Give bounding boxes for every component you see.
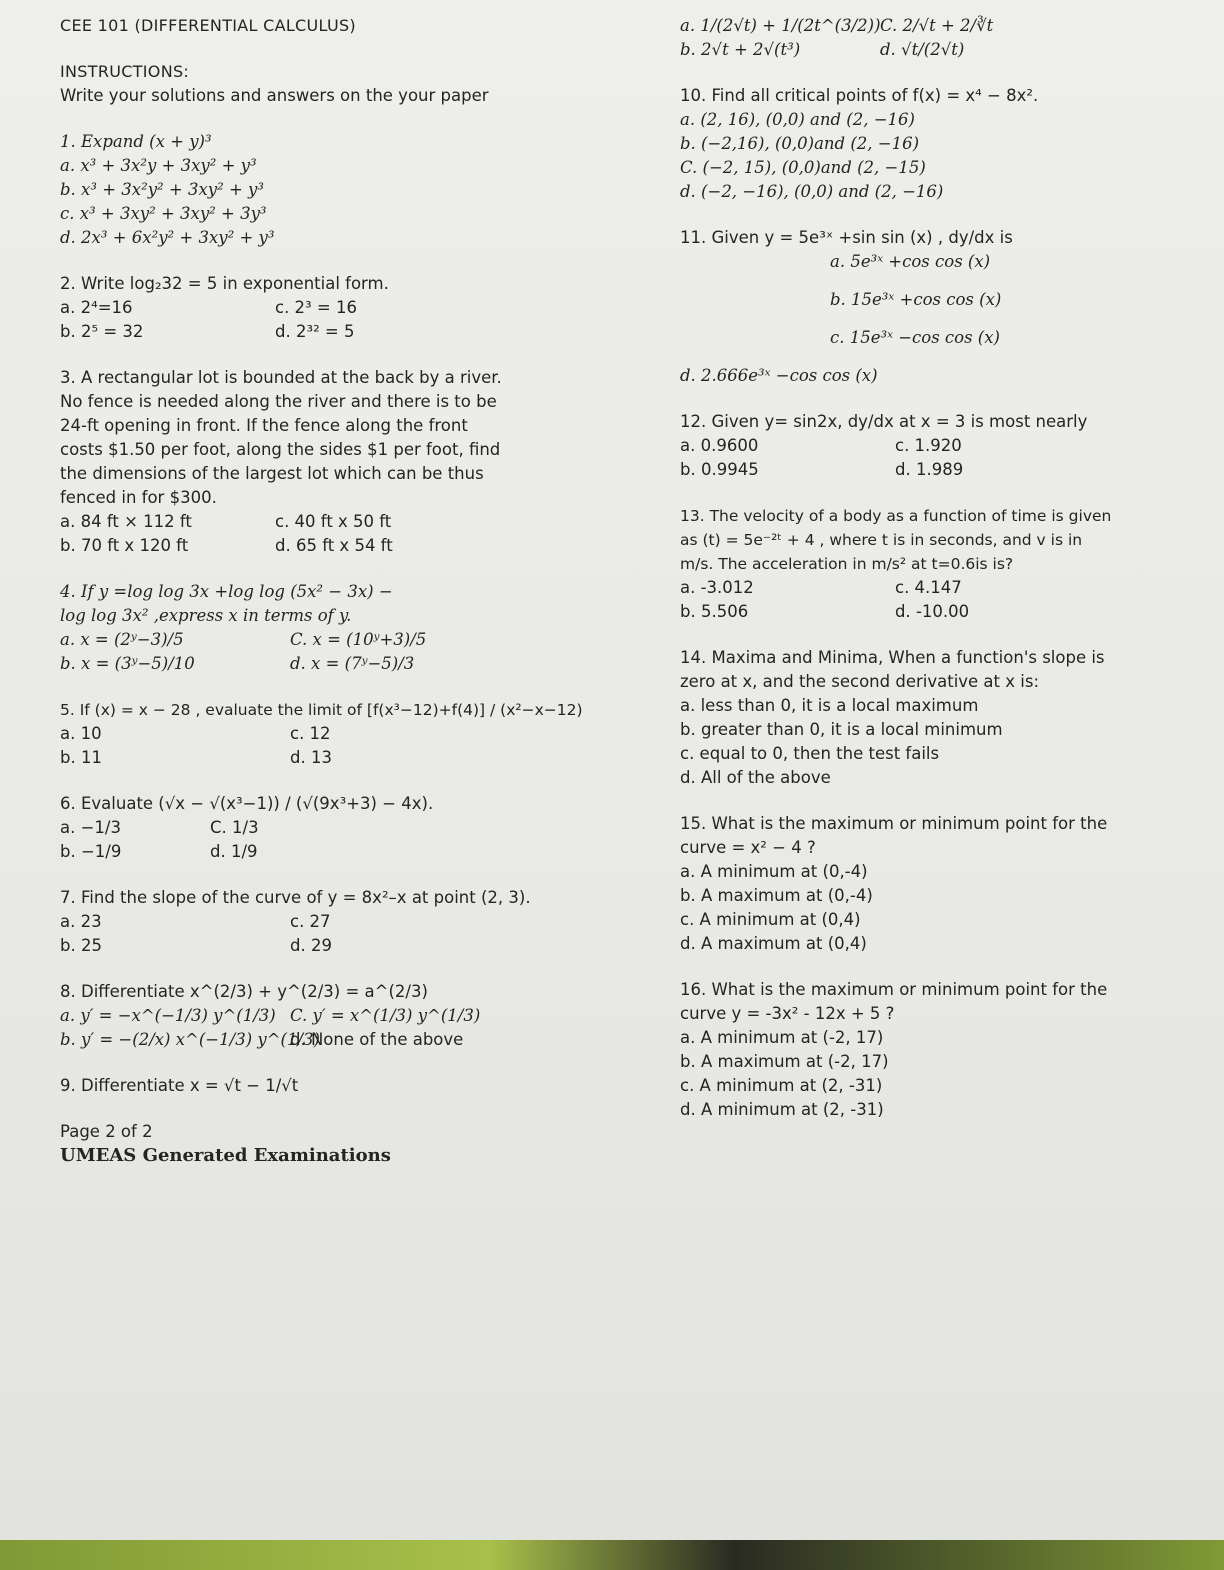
q12-option-b: b. 0.9945 bbox=[680, 460, 759, 479]
q3-option-b: b. 70 ft x 120 ft bbox=[60, 536, 189, 555]
q14-line-1: 14. Maxima and Minima, When a function's slope is bbox=[680, 648, 1105, 667]
q7-option-a: a. 23 bbox=[60, 912, 102, 931]
q9-option-c: C. 2/√t + 2/∛t bbox=[880, 16, 994, 35]
q4-line-2: log log 3x² ,express x in terms of y. bbox=[60, 606, 352, 625]
q1-option-b: b. x³ + 3x²y² + 3xy² + y³ bbox=[60, 180, 264, 199]
question-9-options bbox=[680, 14, 1200, 62]
q9-option-a: a. 1/(2√t) + 1/(2t^(3/2)) bbox=[680, 16, 881, 35]
question-6 bbox=[60, 792, 620, 864]
q2-option-d: d. 2³² = 5 bbox=[275, 322, 355, 341]
q15-line-1: 15. What is the maximum or minimum point for the bbox=[680, 814, 1108, 833]
q7-option-d: d. 29 bbox=[290, 936, 332, 955]
q12-option-d: d. 1.989 bbox=[895, 460, 964, 479]
q5-option-d: d. 13 bbox=[290, 748, 332, 767]
q3-line-2: No fence is needed along the river and there is to be bbox=[60, 392, 497, 411]
q9-option-b: b. 2√t + 2√(t³) bbox=[680, 40, 801, 59]
q4-option-a: a. x = (2ʸ−3)/5 bbox=[60, 630, 184, 649]
q10-option-b: b. (−2,16), (0,0)and (2, −16) bbox=[680, 134, 920, 153]
q3-line-3: 24-ft opening in front. If the fence along the front bbox=[60, 416, 468, 435]
q12-option-c: c. 1.920 bbox=[895, 436, 962, 455]
question-16 bbox=[680, 978, 1200, 1122]
course-title: CEE 101 (DIFFERENTIAL CALCULUS) bbox=[60, 16, 356, 35]
q16-line-1: 16. What is the maximum or minimum point for the bbox=[680, 980, 1108, 999]
q15-option-d: d. A maximum at (0,4) bbox=[680, 934, 867, 953]
q16-option-b: b. A maximum at (-2, 17) bbox=[680, 1052, 889, 1071]
question-11 bbox=[680, 226, 1200, 388]
question-8 bbox=[60, 980, 620, 1052]
q14-option-a: a. less than 0, it is a local maximum bbox=[680, 696, 979, 715]
q13-option-a: a. -3.012 bbox=[680, 578, 754, 597]
q4-line-1: 4. If y =log log 3x +log log (5x² − 3x) − bbox=[60, 582, 393, 601]
question-10 bbox=[680, 84, 1200, 204]
q10-option-a: a. (2, 16), (0,0) and (2, −16) bbox=[680, 110, 915, 129]
q14-option-b: b. greater than 0, it is a local minimum bbox=[680, 720, 1003, 739]
q3-line-1: 3. A rectangular lot is bounded at the back by a river. bbox=[60, 368, 502, 387]
q8-option-d: d. None of the above bbox=[290, 1030, 464, 1049]
question-12 bbox=[680, 410, 1200, 482]
q6-option-d: d. 1/9 bbox=[210, 842, 258, 861]
q14-line-2: zero at x, and the second derivative at x is: bbox=[680, 672, 1040, 691]
q9-option-d: d. √t/(2√t) bbox=[880, 40, 965, 59]
q8-option-b: b. y′ = −(2/x) x^(−1/3) y^(1/3) bbox=[60, 1030, 320, 1049]
question-13 bbox=[680, 504, 1200, 624]
question-4 bbox=[60, 580, 620, 676]
q2-stem: 2. Write log₂32 = 5 in exponential form. bbox=[60, 274, 389, 293]
q7-stem: 7. Find the slope of the curve of y = 8x²–x at point (2, 3). bbox=[60, 888, 531, 907]
q2-option-b: b. 2⁵ = 32 bbox=[60, 322, 144, 341]
q3-line-4: costs $1.50 per foot, along the sides $1 per foot, find bbox=[60, 440, 501, 459]
exam-footer: UMEAS Generated Examinations bbox=[60, 1145, 391, 1166]
q2-option-c: c. 2³ = 16 bbox=[275, 298, 357, 317]
q3-line-5: the dimensions of the largest lot which can be thus bbox=[60, 464, 484, 483]
question-9 bbox=[60, 1074, 620, 1098]
q13-line-1: 13. The velocity of a body as a function of time is given bbox=[680, 507, 1112, 525]
q14-option-d: d. All of the above bbox=[680, 768, 831, 787]
q15-option-b: b. A maximum at (0,-4) bbox=[680, 886, 873, 905]
q15-option-a: a. A minimum at (0,-4) bbox=[680, 862, 868, 881]
q13-line-2: as (t) = 5e⁻²ᵗ + 4 , where t is in seconds, and v is in bbox=[680, 531, 1083, 549]
question-5 bbox=[60, 698, 620, 770]
question-2 bbox=[60, 272, 620, 344]
q10-option-c: C. (−2, 15), (0,0)and (2, −15) bbox=[680, 158, 926, 177]
q6-option-b: b. −1/9 bbox=[60, 842, 122, 861]
q11-option-c: c. 15e³ˣ −cos cos (x) bbox=[830, 328, 1000, 347]
q4-option-d: d. x = (7ʸ−5)/3 bbox=[290, 654, 415, 673]
q3-option-a: a. 84 ft × 112 ft bbox=[60, 512, 192, 531]
q9-stem: 9. Differentiate x = √t − 1/√t bbox=[60, 1076, 299, 1095]
q11-option-d: d. 2.666e³ˣ −cos cos (x) bbox=[680, 366, 878, 385]
q5-option-a: a. 10 bbox=[60, 724, 102, 743]
q3-line-6: fenced in for $300. bbox=[60, 488, 217, 507]
q8-option-c: C. y′ = x^(1/3) y^(1/3) bbox=[290, 1006, 481, 1025]
q12-option-a: a. 0.9600 bbox=[680, 436, 759, 455]
q1-option-d: d. 2x³ + 6x²y² + 3xy² + y³ bbox=[60, 228, 275, 247]
q11-option-a: a. 5e³ˣ +cos cos (x) bbox=[830, 252, 991, 271]
q5-option-c: c. 12 bbox=[290, 724, 331, 743]
right-column bbox=[680, 14, 1200, 1122]
q15-option-c: c. A minimum at (0,4) bbox=[680, 910, 861, 929]
q7-option-c: c. 27 bbox=[290, 912, 331, 931]
q10-stem: 10. Find all critical points of f(x) = x⁴ − 8x². bbox=[680, 86, 1039, 105]
q15-line-2: curve = x² − 4 ? bbox=[680, 838, 816, 857]
instructions-text: Write your solutions and answers on the your paper bbox=[60, 86, 489, 105]
q6-option-a: a. −1/3 bbox=[60, 818, 121, 837]
question-15 bbox=[680, 812, 1200, 956]
left-column bbox=[60, 14, 620, 1168]
q10-option-d: d. (−2, −16), (0,0) and (2, −16) bbox=[680, 182, 944, 201]
q8-option-a: a. y′ = −x^(−1/3) y^(1/3) bbox=[60, 1006, 276, 1025]
background-surface bbox=[0, 1540, 1224, 1570]
q5-option-b: b. 11 bbox=[60, 748, 102, 767]
q13-option-d: d. -10.00 bbox=[895, 602, 970, 621]
question-3 bbox=[60, 366, 620, 558]
question-1 bbox=[60, 130, 620, 250]
q1-option-a: a. x³ + 3x²y + 3xy² + y³ bbox=[60, 156, 257, 175]
q5-stem: 5. If (x) = x − 28 , evaluate the limit of [f(x³−12)+f(4)] / (x²−x−12) bbox=[60, 701, 583, 719]
instructions-label: INSTRUCTIONS: bbox=[60, 62, 190, 81]
q4-option-c: C. x = (10ʸ+3)/5 bbox=[290, 630, 427, 649]
q8-stem: 8. Differentiate x^(2/3) + y^(2/3) = a^(2/3) bbox=[60, 982, 428, 1001]
q2-option-a: a. 2⁴=16 bbox=[60, 298, 133, 317]
q6-option-c: C. 1/3 bbox=[210, 818, 259, 837]
q16-option-c: c. A minimum at (2, -31) bbox=[680, 1076, 883, 1095]
q3-option-c: c. 40 ft x 50 ft bbox=[275, 512, 392, 531]
q3-option-d: d. 65 ft x 54 ft bbox=[275, 536, 393, 555]
q11-option-b: b. 15e³ˣ +cos cos (x) bbox=[830, 290, 1002, 309]
q4-option-b: b. x = (3ʸ−5)/10 bbox=[60, 654, 195, 673]
q13-option-c: c. 4.147 bbox=[895, 578, 962, 597]
q6-stem: 6. Evaluate (√x − √(x³−1)) / (√(9x³+3) − 4x). bbox=[60, 794, 434, 813]
q13-option-b: b. 5.506 bbox=[680, 602, 749, 621]
q7-option-b: b. 25 bbox=[60, 936, 102, 955]
q12-stem: 12. Given y= sin2x, dy/dx at x = 3 is most nearly bbox=[680, 412, 1088, 431]
q1-option-c: c. x³ + 3xy² + 3xy² + 3y³ bbox=[60, 204, 267, 223]
q11-stem: 11. Given y = 5e³ˣ +sin sin (x) , dy/dx is bbox=[680, 228, 1013, 247]
page-number: Page 2 of 2 bbox=[60, 1122, 153, 1141]
q16-line-2: curve y = -3x² - 12x + 5 ? bbox=[680, 1004, 895, 1023]
q16-option-d: d. A minimum at (2, -31) bbox=[680, 1100, 884, 1119]
q14-option-c: c. equal to 0, then the test fails bbox=[680, 744, 940, 763]
q16-option-a: a. A minimum at (-2, 17) bbox=[680, 1028, 884, 1047]
question-7 bbox=[60, 886, 620, 958]
question-14 bbox=[680, 646, 1200, 790]
q13-line-3: m/s. The acceleration in m/s² at t=0.6is is? bbox=[680, 555, 1014, 573]
q1-stem: 1. Expand (x + y)³ bbox=[60, 132, 212, 151]
